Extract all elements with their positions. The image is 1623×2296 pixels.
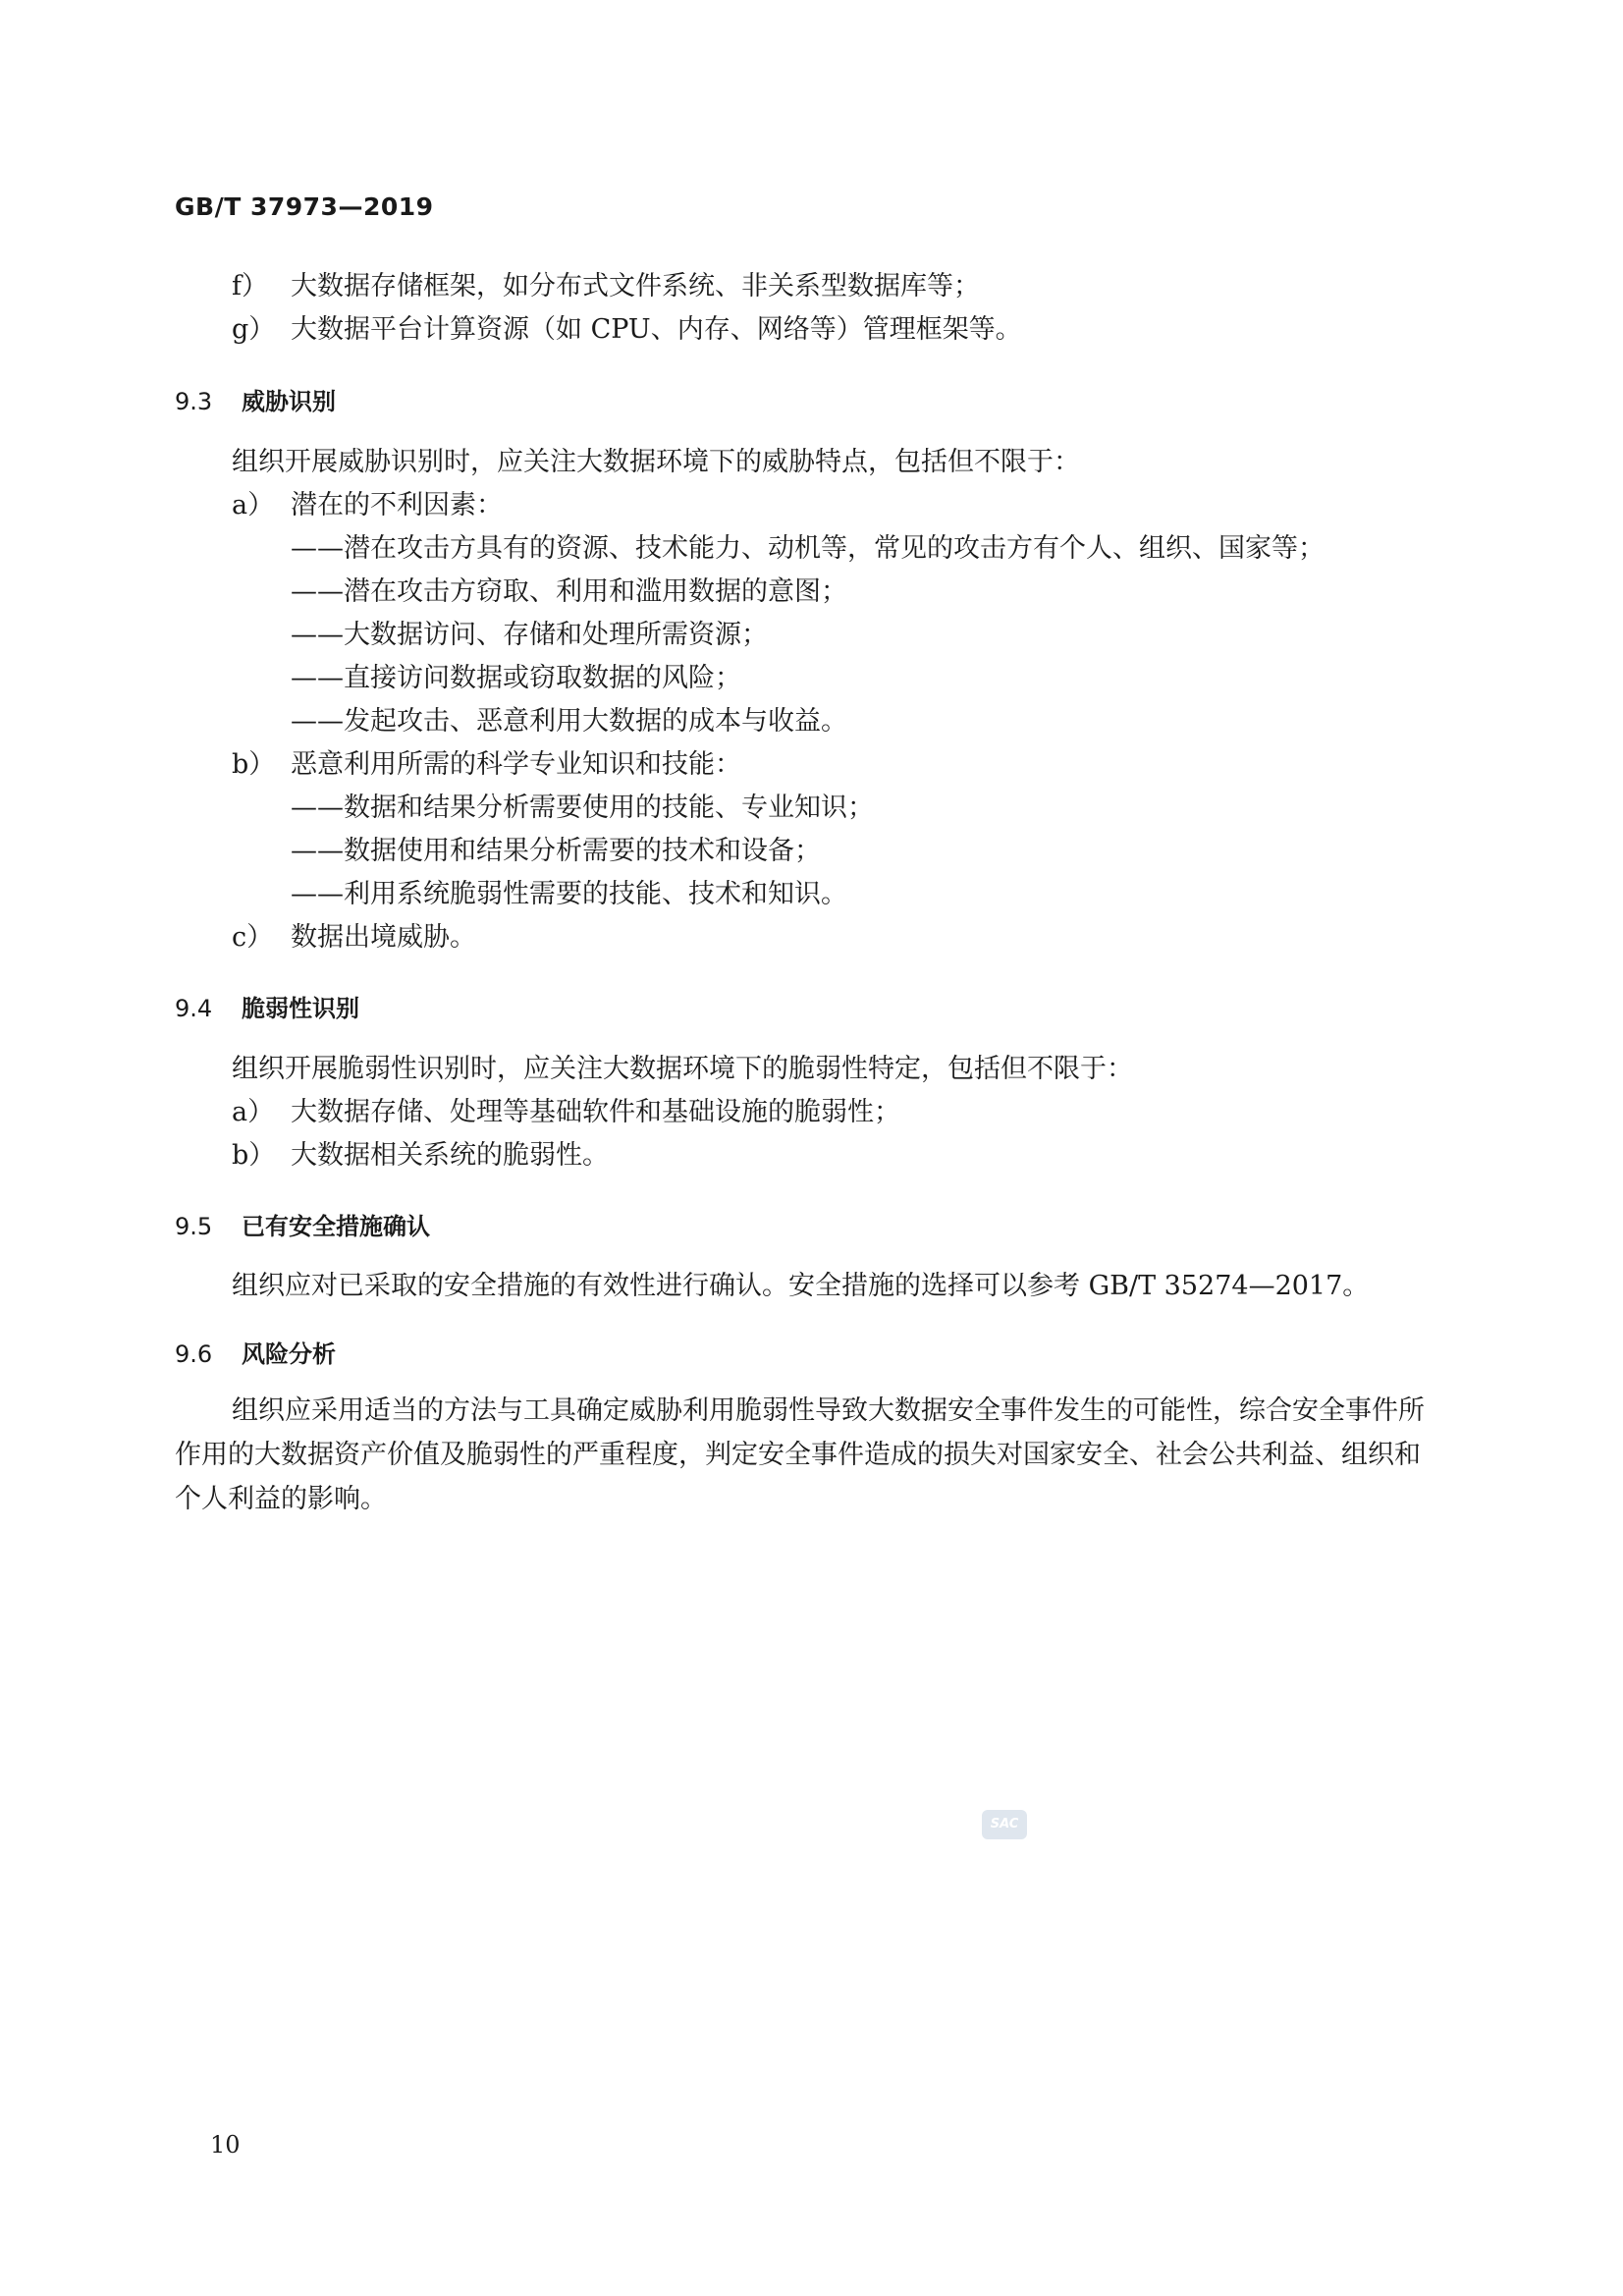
list-item-text: 潜在的不利因素： [291, 490, 503, 520]
list-item-c [232, 921, 476, 955]
dash-item: ——潜在攻击方窃取、利用和滥用数据的意图； [291, 576, 847, 607]
section-heading-9-5 [175, 1207, 430, 1241]
section-body: 组织应对已采取的安全措施的有效性进行确认。安全措施的选择可以参考 GB/T 35274—2017。 [232, 1271, 1370, 1301]
list-item-label: b） [232, 749, 276, 780]
list-item-text: 大数据平台计算资源（如 CPU、内存、网络等）管理框架等。 [291, 314, 1022, 345]
list-item-text: 数据出境威胁。 [291, 922, 476, 953]
section-number: 9.5 [175, 1213, 213, 1240]
list-item-text: 大数据存储、处理等基础软件和基础设施的脆弱性； [291, 1097, 900, 1127]
section-number: 9.3 [175, 388, 213, 415]
section-title: 威胁识别 [242, 388, 336, 415]
list-item-b [232, 748, 741, 782]
list-item-text: 大数据相关系统的脆弱性。 [291, 1140, 609, 1171]
list-item-label: a） [232, 1097, 275, 1127]
section-title: 风险分析 [242, 1340, 336, 1368]
section-heading-9-4 [175, 989, 359, 1023]
section-intro: 组织开展威胁识别时，应关注大数据环境下的威胁特点，包括但不限于： [232, 447, 1080, 477]
section-number: 9.4 [175, 995, 213, 1022]
list-item-f [232, 270, 980, 303]
list-item-b [232, 1139, 609, 1173]
section-number: 9.6 [175, 1340, 213, 1368]
list-item-label: a） [232, 490, 275, 520]
section-intro: 组织开展脆弱性识别时，应关注大数据环境下的脆弱性特定，包括但不限于： [232, 1054, 1133, 1084]
page-number: 10 [210, 2131, 241, 2159]
list-item-label: b） [232, 1140, 276, 1171]
section-heading-9-6 [175, 1335, 336, 1369]
section-title: 脆弱性识别 [242, 995, 359, 1022]
list-item-text: 恶意利用所需的科学专业知识和技能： [291, 749, 741, 780]
list-item-text: 大数据存储框架，如分布式文件系统、非关系型数据库等； [291, 271, 980, 301]
dash-item: ——大数据访问、存储和处理所需资源； [291, 620, 768, 650]
dash-item: ——数据和结果分析需要使用的技能、专业知识； [291, 793, 874, 823]
dash-item: ——直接访问数据或窃取数据的风险； [291, 663, 741, 693]
standard-number: GB/T 37973—2019 [175, 192, 434, 221]
list-item-a [232, 489, 503, 522]
section-title: 已有安全措施确认 [242, 1213, 430, 1240]
list-item-g [232, 313, 1022, 347]
section-heading-9-3 [175, 382, 336, 416]
section-body: 组织应采用适当的方法与工具确定威胁利用脆弱性导致大数据安全事件发生的可能性，综合安全事件所作用的大数据资产价值及脆弱性的严重程度，判定安全事件造成的损失对国家安全、社会公共利益、组织和个人利益的影响。 [175, 1395, 1425, 1514]
dash-item: ——数据使用和结果分析需要的技术和设备； [291, 836, 821, 866]
dash-item: ——利用系统脆弱性需要的技能、技术和知识。 [291, 879, 847, 909]
dash-item: ——发起攻击、恶意利用大数据的成本与收益。 [291, 706, 847, 737]
list-item-label: g） [232, 314, 276, 345]
list-item-label: f） [232, 271, 268, 301]
sac-watermark-logo: SAC [982, 1810, 1027, 1839]
list-item-a [232, 1096, 900, 1129]
dash-item: ——潜在攻击方具有的资源、技术能力、动机等，常见的攻击方有个人、组织、国家等； [291, 533, 1325, 564]
list-item-label: c） [232, 922, 274, 953]
